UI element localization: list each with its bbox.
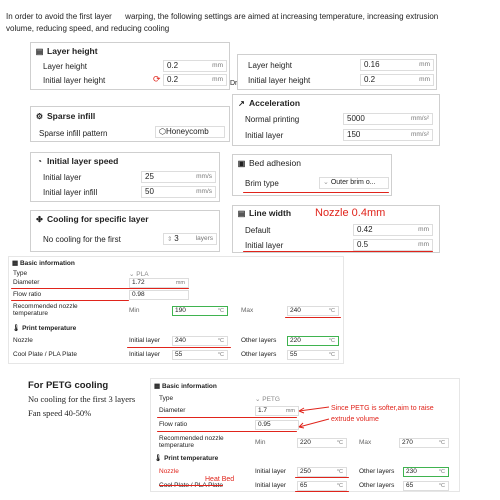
sparse-infill-pattern-label: Sparse infill pattern: [39, 129, 108, 138]
initial-layer-height-input[interactable]: 0.2 mm: [163, 74, 227, 86]
petg-max-label: Max: [359, 439, 372, 446]
petg-nozzle-underline: [295, 477, 349, 478]
intro-line-2: volume, reducing speed, and reducing cooling: [6, 24, 170, 33]
pla-diameter-input[interactable]: 1.72 mm: [129, 278, 189, 288]
pla-type-label: Type: [13, 270, 28, 277]
petg-plate-label: Cool Plate / PLA Plate: [159, 482, 223, 489]
layer-height-panel-b: [237, 54, 437, 90]
pla-nozzle-other-label: Other layers: [241, 337, 277, 344]
gear-icon: ⚙: [35, 111, 44, 121]
thermometer-icon: 🌡︎: [12, 325, 23, 332]
line-width-panel: [232, 205, 440, 253]
petg-notes-title: For PETG cooling: [28, 380, 109, 391]
annotation-arrows: [291, 403, 331, 433]
pla-basic-title: Basic information: [19, 260, 75, 267]
sparse-infill-title: Sparse infill: [47, 111, 96, 121]
pla-flow-label: Flow ratio: [13, 291, 42, 298]
petg-basic-title: Basic information: [161, 383, 217, 390]
petg-print-title: Print temperature: [164, 455, 219, 462]
bed-adhesion-panel: [232, 154, 392, 196]
cooling-panel: [30, 210, 220, 252]
acceleration-panel: [232, 94, 440, 146]
petg-min-input[interactable]: 220 °C: [297, 438, 347, 448]
initial-layer-accel-input[interactable]: 150 mm/s²: [343, 129, 433, 141]
line-width-default-input[interactable]: 0.42 mm: [353, 224, 433, 236]
grid-icon: ▦: [154, 383, 162, 390]
intro-line-1: In order to avoid the first layer warping, the following settings are aimed at increasing temperature, increasing extrusion: [6, 12, 439, 21]
line-width-title: Line width: [249, 208, 292, 218]
heat-bed-note: Heat Bed: [205, 476, 235, 483]
pla-nozzle-other-input[interactable]: 220 °C: [287, 336, 339, 346]
petg-max-input[interactable]: 270 °C: [399, 438, 449, 448]
initial-layer-speed-input[interactable]: 25 mm/s: [141, 171, 216, 183]
petg-diameter-input[interactable]: 1.7 mm: [255, 406, 299, 416]
initial-layer-infill-label: Initial layer infill: [43, 188, 98, 197]
pla-min-input[interactable]: 190 °C: [172, 306, 228, 316]
petg-type-value[interactable]: ⌄ PETG: [255, 396, 280, 403]
pla-max-input[interactable]: 240 °C: [287, 306, 339, 316]
acceleration-title: Acceleration: [249, 98, 301, 108]
petg-notes-line2: Fan speed 40-50%: [28, 408, 92, 418]
initial-layer-height-label: Initial layer height: [43, 76, 106, 85]
pla-plate-other-input[interactable]: 55 °C: [287, 350, 339, 360]
grid-icon: ▦: [12, 260, 20, 267]
petg-diameter-label: Diameter: [159, 407, 186, 414]
brim-type-select[interactable]: ⌄ Outer brim o...: [319, 177, 389, 189]
line-width-initial-label: Initial layer: [245, 241, 284, 250]
layer-height-label: Layer height: [43, 62, 88, 71]
petg-nozzle-initial-input[interactable]: 250 °C: [297, 467, 347, 477]
initial-speed-title: Initial layer speed: [47, 156, 119, 166]
pla-plate-other-label: Other layers: [241, 351, 277, 358]
petg-plate-other-input[interactable]: 65 °C: [403, 481, 449, 491]
petg-rec-label: Recommended nozzle temperature: [159, 435, 224, 449]
initial-layer-height-input-b[interactable]: 0.2 mm: [360, 74, 434, 86]
petg-nozzle-initial-label: Initial layer: [255, 468, 287, 475]
pla-nozzle-underline: [127, 347, 231, 348]
petg-diameter-underline: [157, 417, 297, 418]
petg-nozzle-other-label: Other layers: [359, 468, 395, 475]
petg-flow-underline: [157, 431, 297, 432]
initial-speed-panel: [30, 152, 220, 202]
layer-height-panel-a: [30, 42, 230, 90]
no-cooling-label: No cooling for the first: [43, 235, 121, 244]
petg-plate-other-label: Other layers: [359, 482, 395, 489]
cooling-title: Cooling for specific layer: [47, 214, 149, 224]
honeycomb-icon: ⬡: [159, 127, 166, 136]
petg-nozzle-label: Nozzle: [159, 468, 179, 475]
pla-type-value[interactable]: ⌄ PLA: [129, 271, 149, 278]
brim-underline: [243, 192, 389, 193]
reset-icon[interactable]: ⟳: [153, 74, 161, 84]
pla-nozzle-label: Nozzle: [13, 337, 33, 344]
petg-annotation-2: extrude volume: [331, 416, 379, 423]
line-width-icon: ▤: [237, 208, 246, 218]
no-cooling-input[interactable]: ⇕ 3 layers: [163, 233, 217, 245]
petg-min-label: Min: [255, 439, 266, 446]
pla-nozzle-initial-label: Initial layer: [129, 337, 161, 344]
petg-flow-input[interactable]: 0.95: [255, 420, 299, 430]
normal-printing-label: Normal printing: [245, 115, 300, 124]
initial-layer-speed-label: Initial layer: [43, 173, 82, 182]
petg-notes-line1: No cooling for the first 3 layers: [28, 394, 136, 404]
petg-filament-panel: [150, 378, 460, 492]
initial-layer-infill-input[interactable]: 50 mm/s: [141, 186, 216, 198]
initial-layer-accel-label: Initial layer: [245, 131, 284, 140]
pla-filament-panel: [8, 256, 344, 364]
petg-flow-label: Flow ratio: [159, 421, 188, 428]
pla-rec-label: Recommended nozzle temperature: [13, 303, 78, 317]
layer-height-icon: ▤: [35, 46, 44, 56]
petg-nozzle-other-input[interactable]: 230 °C: [403, 467, 449, 477]
pla-print-title: Print temperature: [22, 325, 77, 332]
petg-type-label: Type: [159, 395, 174, 402]
layer-height-title: Layer height: [47, 46, 98, 56]
petg-plate-initial-input[interactable]: 65 °C: [297, 481, 347, 491]
pla-max-underline: [285, 317, 341, 318]
initial-layer-height-label-b: Initial layer height: [248, 76, 311, 85]
line-width-underline: [243, 251, 433, 252]
pla-plate-label: Cool Plate / PLA Plate: [13, 351, 77, 358]
acceleration-icon: ↗: [238, 98, 245, 108]
petg-plate-underline: [295, 491, 349, 492]
sparse-infill-panel: [30, 106, 230, 142]
pla-nozzle-initial-input[interactable]: 240 °C: [172, 336, 228, 346]
petg-plate-initial-label: Initial layer: [255, 482, 287, 489]
pla-max-label: Max: [241, 307, 254, 314]
bed-icon: ▣: [237, 158, 246, 168]
chevron-down-icon: ⌄: [323, 179, 331, 186]
petg-annotation-1: Since PETG is softer,aim to raise: [331, 405, 434, 412]
brim-type-label: Brim type: [245, 179, 279, 188]
layer-height-label-b: Layer height: [248, 61, 293, 70]
nozzle-note: Nozzle 0.4mm: [315, 207, 386, 219]
fan-icon: ✤: [36, 214, 43, 224]
stepper-icon[interactable]: ⇕: [167, 236, 175, 243]
layer-height-input-b[interactable]: 0.16 mm: [360, 59, 434, 71]
pla-min-label: Min: [129, 307, 140, 314]
layer-height-input[interactable]: 0.2 mm: [163, 60, 227, 72]
pla-diameter-label: Diameter: [13, 279, 40, 286]
pla-flow-underline: [11, 300, 129, 301]
pla-plate-initial-input[interactable]: 55 °C: [172, 350, 228, 360]
pla-flow-input[interactable]: 0.98: [129, 290, 189, 300]
speedometer-icon: ◔: [37, 156, 42, 166]
thermometer-icon: 🌡︎: [154, 455, 165, 462]
pla-plate-initial-label: Initial layer: [129, 351, 161, 358]
stray-text: Dr: [230, 80, 238, 87]
line-width-initial-input[interactable]: 0.5 mm: [353, 239, 433, 251]
line-width-default-label: Default: [245, 226, 271, 235]
normal-printing-input[interactable]: 5000 mm/s²: [343, 113, 433, 125]
sparse-infill-pattern-select[interactable]: ⬡Honeycomb: [155, 126, 225, 138]
bed-adhesion-title: Bed adhesion: [249, 158, 301, 168]
